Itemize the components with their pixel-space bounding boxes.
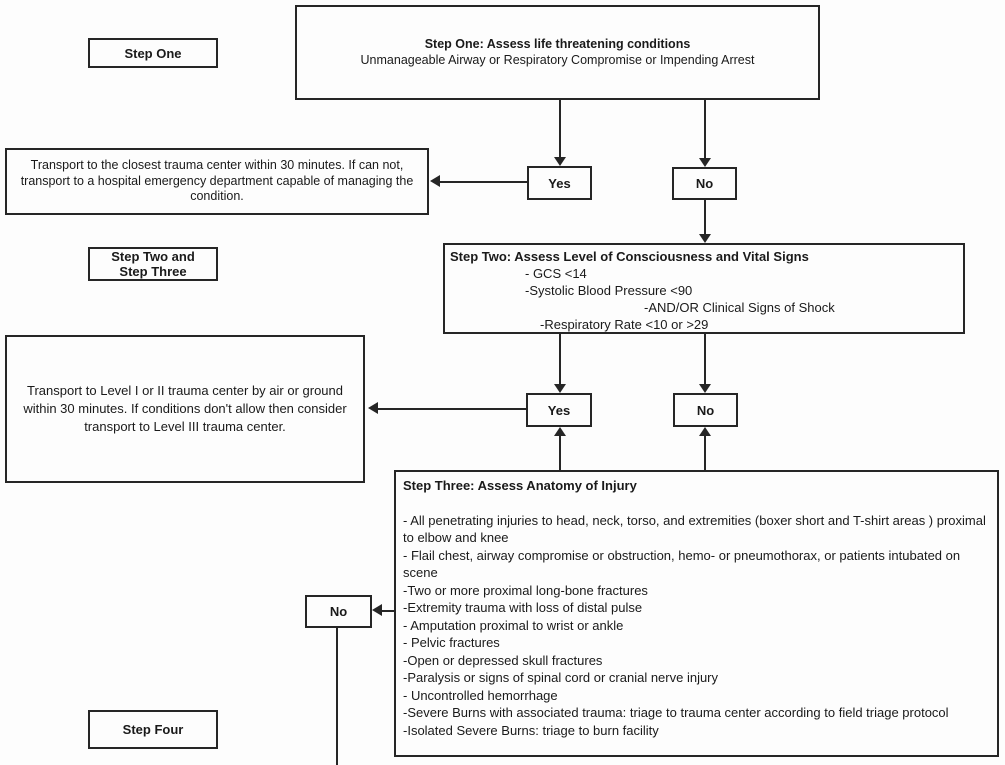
connector-step3-no2-line (704, 435, 706, 470)
step-two-box-title: Step Two: Assess Level of Consciousness and Vital Signs (450, 249, 809, 264)
no-box-step3 (305, 595, 372, 628)
step-two-criteria-list (450, 265, 958, 333)
step-one-box-subtitle: Unmanageable Airway or Respiratory Compromise or Impending Arrest (360, 52, 755, 67)
step-three-criteria-item: -Open or depressed skull fractures (403, 652, 603, 668)
no-text: No (329, 604, 348, 619)
transport-level-box (5, 335, 365, 483)
connector-no1-step2-line (704, 200, 706, 235)
step-three-criteria-item: -Severe Burns with associated trauma: triage to trauma center according to field triage protocol (403, 705, 949, 720)
connector-step2-no2-line (704, 333, 706, 384)
step-three-criteria-list (403, 512, 990, 740)
connector-yes2-transport-line (378, 408, 526, 410)
no-box-step2 (673, 393, 738, 427)
connector-step3-no3-line (382, 610, 394, 612)
arrowhead-up-icon (699, 427, 711, 436)
connector-step3-yes2-line (559, 435, 561, 470)
step-four-label (88, 710, 218, 749)
step-one-label-text: Step One (124, 45, 182, 61)
arrowhead-down-icon (554, 384, 566, 393)
step-one-box (295, 5, 820, 100)
arrowhead-down-icon (699, 384, 711, 393)
yes-box-step1 (527, 166, 592, 200)
step-two-criteria-item: - GCS <14 (525, 266, 587, 281)
connector-step1-yes1-line (559, 100, 561, 157)
yes-box-step2 (526, 393, 592, 427)
arrowhead-down-icon (699, 158, 711, 167)
step-three-criteria-item: -Paralysis or signs of spinal cord or cranial nerve injury (403, 670, 719, 685)
step-three-criteria-item: - Flail chest, airway compromise or obstruction, hemo- or pneumothorax, or patients intubated on scene (403, 547, 961, 580)
step-one-box-title: Step One: Assess life threatening conditions (424, 37, 691, 51)
step-three-criteria-item: - Pelvic fractures (403, 635, 500, 650)
step-two-criteria-item: -Respiratory Rate <10 or >29 (540, 317, 709, 332)
step-two-three-label (88, 247, 218, 281)
step-two-criteria-item: -Systolic Blood Pressure <90 (525, 283, 693, 298)
no-text: No (696, 402, 715, 418)
step-two-criteria-item: -AND/OR Clinical Signs of Shock (644, 300, 835, 315)
connector-yes1-transport-line (440, 181, 527, 183)
arrowhead-left-icon (372, 604, 382, 616)
step-four-label-text: Step Four (122, 722, 184, 737)
transport-closest-text: Transport to the closest trauma center within 30 minutes. If can not, transport to a hospital emergency department capable of managing the condition. (20, 158, 414, 204)
no-box-step1 (672, 167, 737, 200)
connector-step2-yes2-line (559, 333, 561, 384)
step-one-label (88, 38, 218, 68)
arrowhead-left-icon (368, 402, 378, 414)
connector-no3-step4-line (336, 628, 338, 765)
yes-text: Yes (548, 175, 571, 191)
step-two-three-label-line1: Step Two and (111, 249, 195, 264)
step-two-box (443, 243, 965, 334)
connector-step1-no1-line (704, 100, 706, 158)
spacer (403, 495, 990, 512)
step-three-criteria-item: - All penetrating injuries to head, neck, torso, and extremities (boxer short and T-shirt areas ) proximal to elbow and knee (403, 512, 986, 545)
transport-level-text: Transport to Level I or II trauma center by air or ground within 30 minutes. If conditions don't allow then consider transport to Level III trauma center. (23, 383, 347, 434)
step-three-criteria-item: -Two or more proximal long-bone fractures (403, 582, 648, 598)
no-text: No (695, 176, 714, 191)
step-three-box-title: Step Three: Assess Anatomy of Injury (403, 478, 637, 493)
step-three-criteria-item: - Uncontrolled hemorrhage (403, 687, 558, 703)
step-three-criteria-item: -Extremity trauma with loss of distal pulse (403, 600, 643, 615)
step-three-criteria-item: - Amputation proximal to wrist or ankle (403, 617, 624, 633)
step-three-box (394, 470, 999, 757)
arrowhead-down-icon (699, 234, 711, 243)
step-three-criteria-item: -Isolated Severe Burns: triage to burn facility (403, 722, 659, 738)
arrowhead-left-icon (430, 175, 440, 187)
arrowhead-down-icon (554, 157, 566, 166)
yes-text: Yes (547, 402, 571, 418)
step-two-three-label-line2: Step Three (119, 264, 187, 279)
arrowhead-up-icon (554, 427, 566, 436)
transport-closest-box (5, 148, 429, 215)
